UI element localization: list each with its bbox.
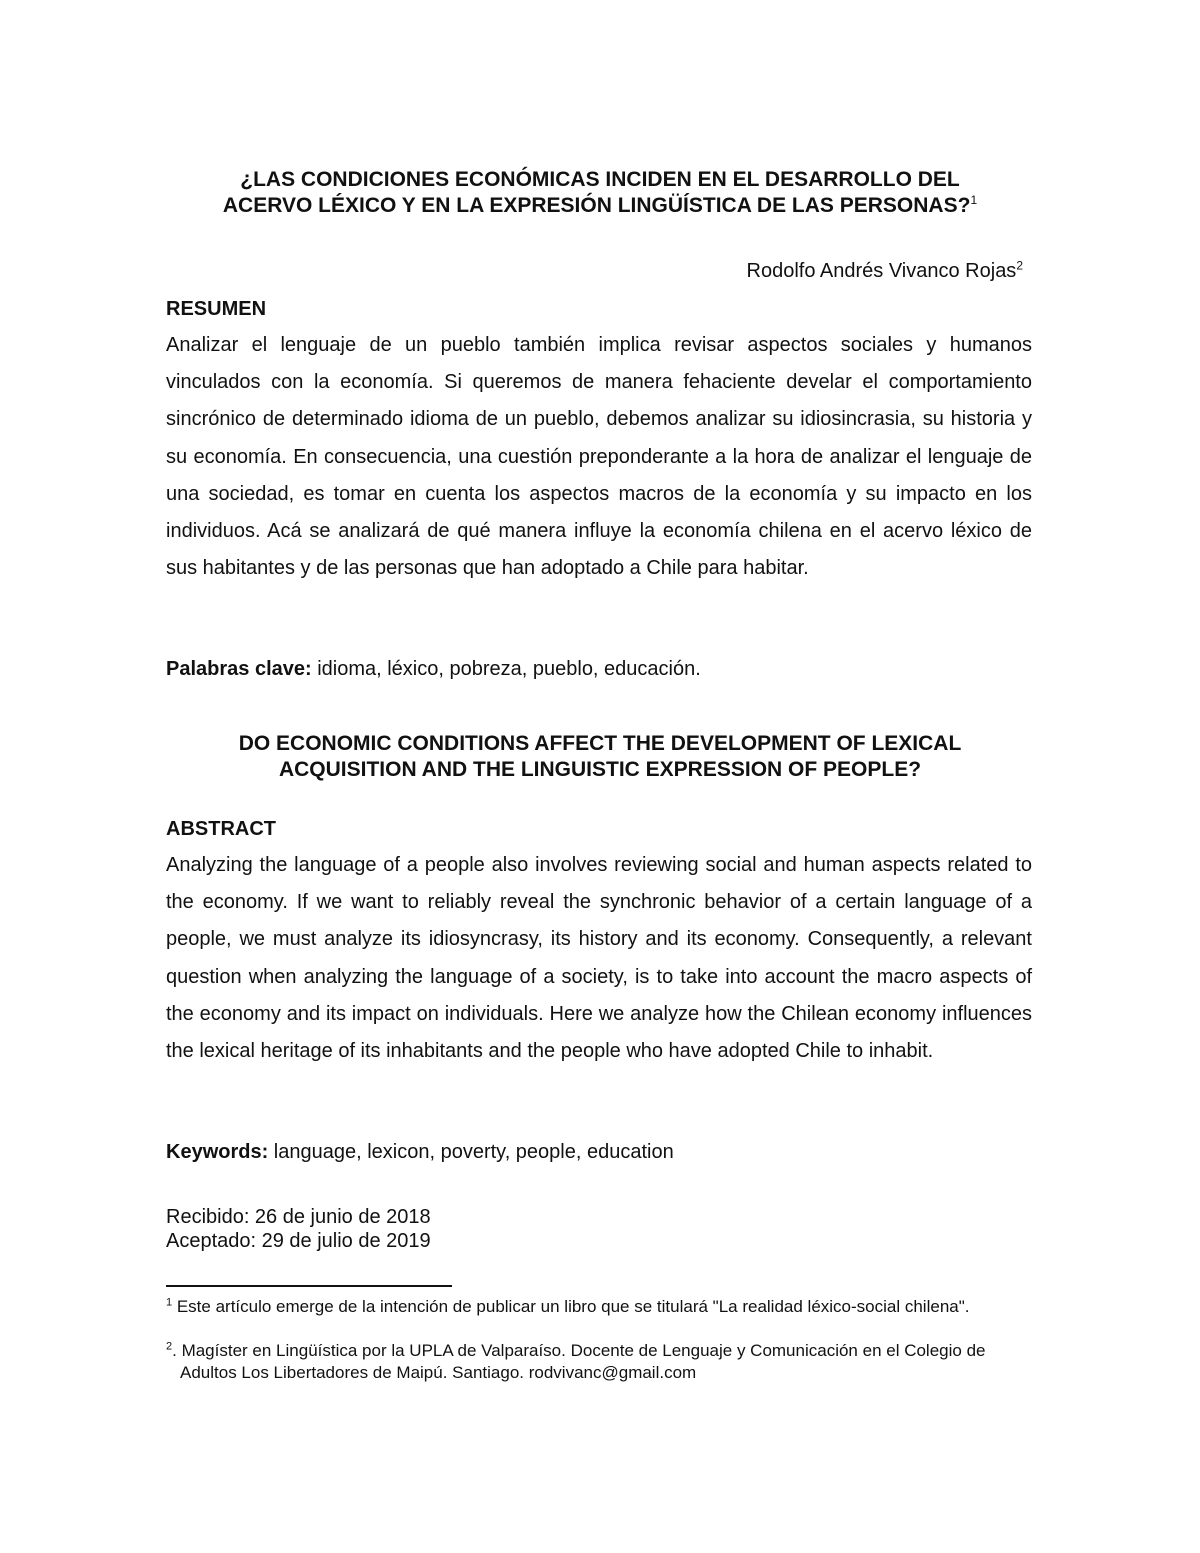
spanish-title-line-2 <box>150 193 1050 219</box>
keywords-value: language, lexicon, poverty, people, education <box>268 1141 674 1163</box>
english-title <box>150 731 1050 783</box>
keywords <box>166 1139 674 1165</box>
footnote-2 <box>166 1340 1032 1384</box>
submission-dates <box>166 1205 431 1253</box>
footnote-1 <box>166 1296 1032 1318</box>
author-name <box>747 258 1023 284</box>
title-footnote-mark: 1 <box>970 193 978 207</box>
spanish-title-line-1: ¿LAS CONDICIONES ECONÓMICAS INCIDEN EN EL DESARROLLO DEL <box>240 168 960 191</box>
palabras-clave <box>166 656 701 682</box>
resumen-paragraph: Analizar el lenguaje de un pueblo también implica revisar aspectos sociales y humanos vinculados con la economía. Si queremos de manera fehaciente develar el comportamiento sincrónico de determinado idioma de un pueblo, debemos analizar su idiosincrasia, su historia y su economía. En consecuencia, una cuestión preponderante a la hora de analizar el lenguaje de una sociedad, es tomar en cuenta los aspectos macros de la economía y su impacto en los individuos. Acá se analizará de qué manera influye la economía chilena en el acervo léxico de sus habitantes y de las personas que han adoptado a Chile para habitar. <box>166 334 1032 580</box>
keywords-label: Keywords: <box>166 1141 269 1163</box>
abstract-heading: ABSTRACT <box>166 818 276 840</box>
resumen-heading: RESUMEN <box>166 298 267 320</box>
footnote-1-mark: 1 <box>166 1296 173 1309</box>
spanish-title <box>150 167 1050 219</box>
footnote-2-mark: 2 <box>166 1340 173 1353</box>
received-date: Recibido: 26 de junio de 2018 <box>166 1206 431 1228</box>
author-footnote-mark: 2 <box>1016 258 1023 273</box>
footnote-separator <box>166 1285 452 1287</box>
palabras-clave-value: idioma, léxico, pobreza, pueblo, educación. <box>311 658 701 680</box>
english-title-line-2: ACQUISITION AND THE LINGUISTIC EXPRESSION OF PEOPLE? <box>278 758 922 781</box>
abstract-paragraph: Analyzing the language of a people also involves reviewing social and human aspects related to the economy. If we want to reliably reveal the synchronic behavior of a certain language of a people, we must analyze its idiosyncrasy, its history and its economy. Consequently, a relevant question when analyzing the language of a society, is to take into account the macro aspects of the economy and its impact on individuals. Here we analyze how the Chilean economy influences the lexical heritage of its inhabitants and the people who have adopted Chile to inhabit. <box>166 854 1032 1063</box>
english-title-line-1: DO ECONOMIC CONDITIONS AFFECT THE DEVELOPMENT OF LEXICAL <box>238 732 962 755</box>
palabras-clave-label: Palabras clave: <box>166 658 312 680</box>
spanish-title-line-2-text: ACERVO LÉXICO Y EN LA EXPRESIÓN LINGÜÍSTICA DE LAS PERSONAS? <box>222 194 971 217</box>
footnote-2-text: . Magíster en Lingüística por la UPLA de Valparaíso. Docente de Lenguaje y Comunicación en el Colegio de Adultos Los Libertadores de Maipú. Santiago. rodvivanc@gmail.com <box>172 1341 986 1382</box>
accepted-date: Aceptado: 29 de julio de 2019 <box>166 1230 431 1252</box>
footnote-1-text: Este artículo emerge de la intención de publicar un libro que se titulará "La realidad léxico-social chilena". <box>172 1297 970 1316</box>
author-name-text: Rodolfo Andrés Vivanco Rojas <box>746 260 1017 282</box>
